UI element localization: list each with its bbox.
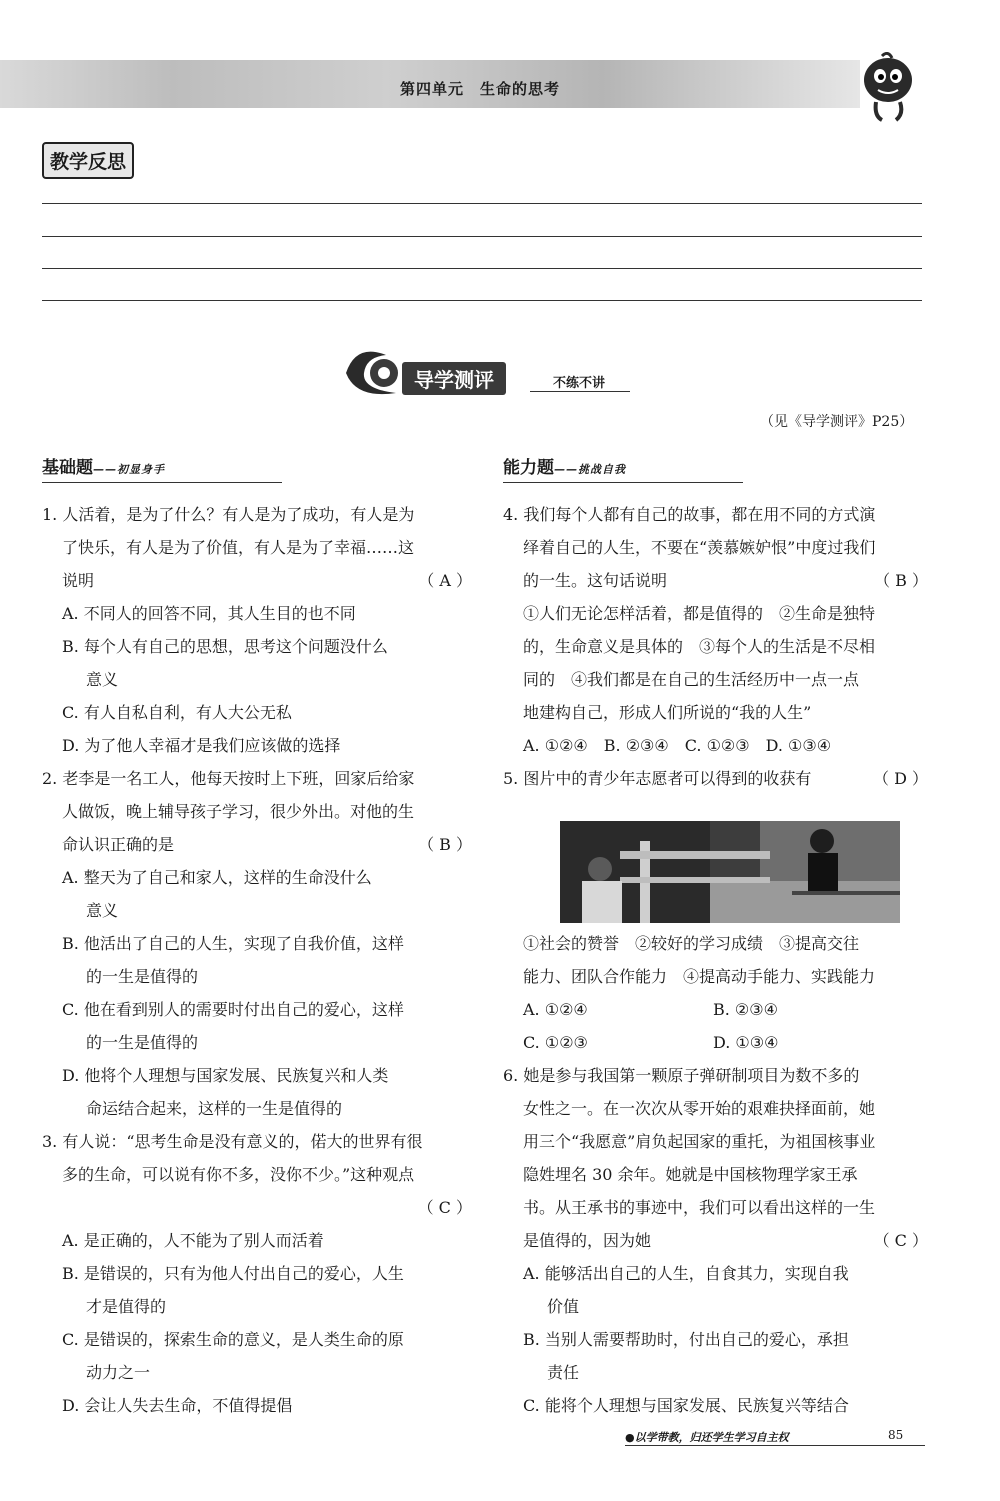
volunteer-photo xyxy=(560,821,900,923)
question-text: 5. 图片中的青少年志愿者可以得到的收获有 （ D ） xyxy=(503,762,928,795)
question-text: 书。从王承书的事迹中，我们可以看出这样的一生 xyxy=(523,1198,876,1217)
option: A. ①②④ B. ②③④ C. ①②③ D. ①③④ xyxy=(523,736,832,755)
option: B. 每个人有自己的思想，思考这个问题没什么 xyxy=(62,637,388,656)
question-1 xyxy=(42,498,472,762)
option: C. 能将个人理想与国家发展、民族复兴等结合 xyxy=(523,1396,849,1415)
writing-line xyxy=(42,300,922,301)
option: 的一生是值得的 xyxy=(86,1033,199,1052)
option: C. 他在看到别人的需要时付出自己的爱心，这样 xyxy=(62,1000,404,1019)
writing-line xyxy=(42,236,922,237)
answer-mark: （ B ） xyxy=(874,571,928,590)
statement: ①社会的赞誉 ②较好的学习成绩 ③提高交往 xyxy=(523,934,860,953)
option: A. ①②④ xyxy=(523,1000,588,1019)
question-text: 2. 老李是一名工人，他每天按时上下班，回家后给家 xyxy=(42,769,415,788)
option: C. 有人自私自利，有人大公无私 xyxy=(62,703,292,722)
question-text: 人做饭，晚上辅导孩子学习，很少外出。对他的生 xyxy=(62,802,415,821)
option: D. ①③④ xyxy=(713,1033,779,1052)
option: 才是值得的 xyxy=(86,1297,167,1316)
option: D. 会让人失去生命，不值得提倡 xyxy=(62,1396,293,1415)
question-text: 4. 我们每个人都有自己的故事，都在用不同的方式演 xyxy=(503,505,876,524)
statement: 地建构自己，形成人们所说的“我的人生” xyxy=(523,703,812,722)
page-number: 85 xyxy=(888,1428,904,1442)
question-text: 6. 她是参与我国第一颗原子弹研制项目为数不多的 xyxy=(503,1066,860,1085)
banner-subtitle: 不练不讲 xyxy=(553,376,606,391)
statement: 能力、团队合作能力 ④提高动手能力、实践能力 xyxy=(523,967,876,986)
section-header-basic xyxy=(42,453,472,483)
question-text: 女性之一。在一次次从零开始的艰难抉择面前，她 xyxy=(523,1099,876,1118)
footer-slogan: ●以学带教，归还学生学习自主权 xyxy=(625,1431,789,1444)
question-text: 绎着自己的人生，不要在“羡慕嫉妒恨”中度过我们 xyxy=(523,538,876,557)
option: 动力之一 xyxy=(86,1363,151,1382)
reference-note: （见《导学测评》P25） xyxy=(760,414,914,430)
option: 责任 xyxy=(547,1363,580,1382)
option: B. ②③④ xyxy=(713,1000,778,1019)
option: 意义 xyxy=(86,670,119,689)
writing-line xyxy=(42,203,922,204)
statement: 的，生命意义是具体的 ③每个人的生活是不尽相 xyxy=(523,637,876,656)
banner-title: 导学测评 xyxy=(402,362,506,395)
option: C. ①②③ xyxy=(523,1033,588,1052)
option: C. 是错误的，探索生命的意义，是人类生命的原 xyxy=(62,1330,404,1349)
question-text: 隐姓埋名 30 余年。她就是中国核物理学家王承 xyxy=(523,1165,858,1184)
statement: ①人们无论怎样活着，都是值得的 ②生命是独特 xyxy=(523,604,876,623)
mascot-icon xyxy=(856,52,920,124)
option: 意义 xyxy=(86,901,119,920)
answer-mark: （ D ） xyxy=(872,769,928,788)
option: D. 为了他人幸福才是我们应该做的选择 xyxy=(62,736,341,755)
answer-mark: （ C ） xyxy=(417,1198,472,1217)
answer-mark: （ B ） xyxy=(418,835,472,854)
question-text: 命认识正确的是 （ B ） xyxy=(42,828,472,861)
section-subtitle: ——初显身手 xyxy=(93,463,165,476)
answer-mark: （ A ） xyxy=(418,571,472,590)
option: A. 整天为了自己和家人，这样的生命没什么 xyxy=(62,868,372,887)
unit-title: 第四单元 生命的思考 xyxy=(399,80,560,98)
option: A. 是正确的，人不能为了别人而活着 xyxy=(62,1231,324,1250)
banner-underline xyxy=(530,391,630,392)
section-subtitle: ——挑战自我 xyxy=(554,463,626,476)
option: B. 当别人需要帮助时，付出自己的爱心，承担 xyxy=(523,1330,849,1349)
option: D. 他将个人理想与国家发展、民族复兴和人类 xyxy=(62,1066,389,1085)
option: 的一生是值得的 xyxy=(86,967,199,986)
option-row xyxy=(503,1026,928,1059)
question-text: 说明 （ A ） xyxy=(42,564,472,597)
question-text: 的一生。这句话说明 （ B ） xyxy=(503,564,928,597)
option: A. 不同人的回答不同，其人生目的也不同 xyxy=(62,604,356,623)
footer-line xyxy=(625,1445,925,1446)
option: A. 能够活出自己的人生，自食其力，实现自我 xyxy=(523,1264,849,1283)
option: 命运结合起来，这样的一生是值得的 xyxy=(86,1099,343,1118)
reflection-label: 教学反思 xyxy=(42,142,134,179)
right-column xyxy=(503,498,928,1422)
question-3 xyxy=(42,1125,472,1422)
option: B. 是错误的，只有为他人付出自己的爱心，人生 xyxy=(62,1264,404,1283)
question-2 xyxy=(42,762,472,1125)
question-6 xyxy=(503,1059,928,1422)
question-text: 3. 有人说：“思考生命是没有意义的，偌大的世界有很 xyxy=(42,1132,423,1151)
question-4 xyxy=(503,498,928,762)
writing-line xyxy=(42,268,922,269)
question-text: 1. 人活着，是为了什么？有人是为了成功，有人是为 xyxy=(42,505,415,524)
option: 价值 xyxy=(547,1297,580,1316)
question-text: 了快乐，有人是为了价值，有人是为了幸福……这 xyxy=(62,538,415,557)
question-text: 多的生命，可以说有你不多，没你不少。”这种观点 xyxy=(62,1165,415,1184)
statement: 同的 ④我们都是在自己的生活经历中一点一点 xyxy=(523,670,860,689)
question-text: 是值得的，因为她 （ C ） xyxy=(503,1224,928,1257)
option: B. 他活出了自己的人生，实现了自我价值，这样 xyxy=(62,934,404,953)
section-header-ability xyxy=(503,453,933,483)
option-row xyxy=(503,993,928,1026)
left-column xyxy=(42,498,472,1422)
section-title: 基础题 xyxy=(42,458,93,478)
question-text: 用三个“我愿意”肩负起国家的重托，为祖国核事业 xyxy=(523,1132,876,1151)
answer-mark: （ C ） xyxy=(873,1231,928,1250)
section-title: 能力题 xyxy=(503,458,554,478)
